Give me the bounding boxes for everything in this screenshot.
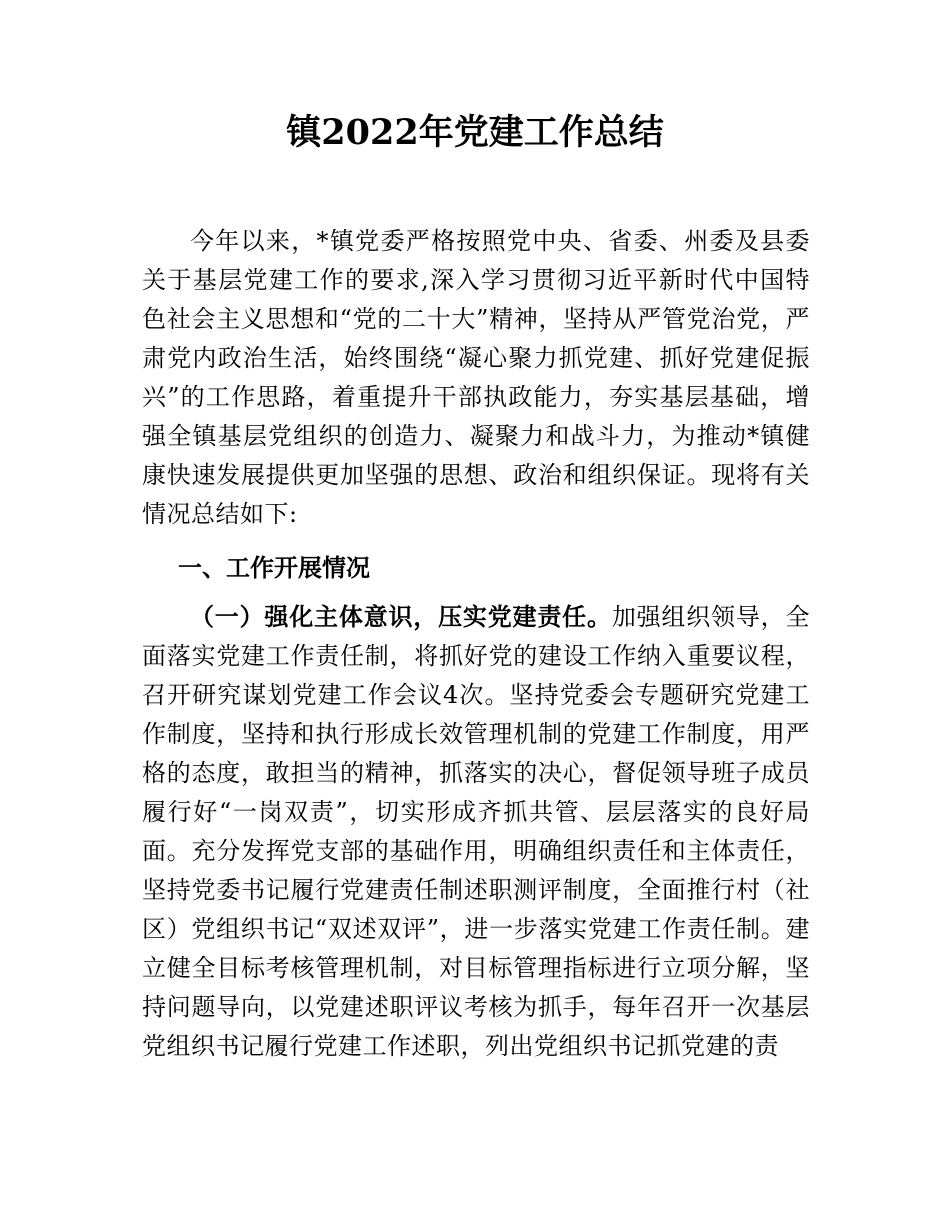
- section-heading: 一、工作开展情况: [178, 553, 370, 582]
- paragraph-spacer: [142, 534, 810, 542]
- intro-paragraph: 今年以来，*镇党委严格按照党中央、省委、州委及县委关于基层党建工作的要求,深入学习贯彻习近平新时代中国特色社会主义思想和“党的二十大”精神，坚持从严管党治党，严肃党内政治生活，始终围绕“凝心聚力抓党建、抓好党建促振兴”的工作思路，着重提升干部执政能力，夯实基层基础，增强全镇基层党组织的创造力、凝聚力和战斗力，为推动*镇健康快速发展提供更加坚强的思想、政治和组织保证。现将有关情况总结如下:: [142, 227, 810, 528]
- document-body: [142, 222, 810, 1066]
- document-title: 镇2022年党建工作总结: [286, 112, 664, 153]
- subsection-lead: （一）强化主体意识，压实党建责任。: [190, 602, 612, 631]
- subsection-paragraph: [142, 597, 810, 1066]
- subsection-text: 加强组织领导，全面落实党建工作责任制，将抓好党的建设工作纳入重要议程，召开研究谋划党建工作会议4次。坚持党委会专题研究党建工作制度，坚持和执行形成长效管理机制的党建工作制度，用严格的态度，敢担当的精神，抓落实的决心，督促领导班子成员履行好“一岗双责”，切实形成齐抓共管、层层落实的良好局面。充分发挥党支部的基础作用，明确组织责任和主体责任，坚持党委书记履行党建责任制述职测评制度，全面推行村（社区）党组织书记“双述双评”，进一步落实党建工作责任制。建立健全目标考核管理机制，对目标管理指标进行立项分解，坚持问题导向，以党建述职评议考核为抓手，每年召开一次基层党组织书记履行党建工作述职，列出党组织书记抓党建的责: [142, 603, 810, 1060]
